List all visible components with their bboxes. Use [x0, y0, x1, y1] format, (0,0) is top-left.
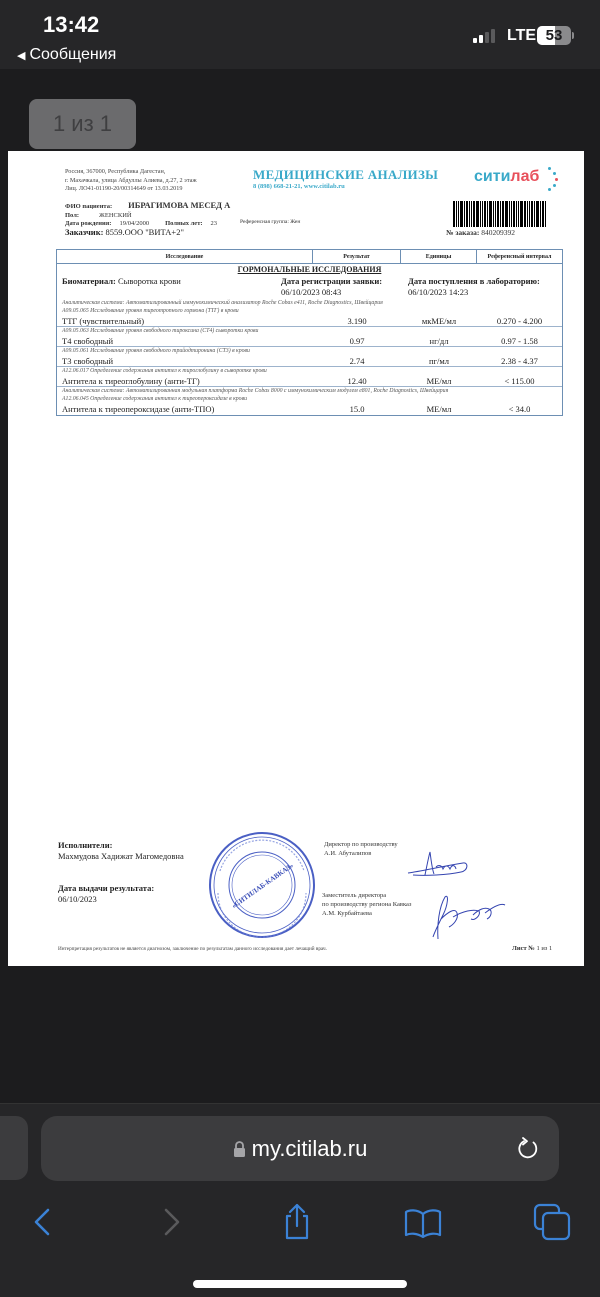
analytic-system-note: Аналитическая система: Автоматизированная модульная платформа Roche Cobas 8000 с иммунохимическим модулем e801, Roche Diagnostics, Швейцария	[62, 388, 449, 394]
barcode-bar	[458, 201, 459, 227]
test-units: мкМЕ/мл	[421, 315, 457, 326]
director-signature-icon	[403, 849, 473, 885]
test-name: Т4 свободный	[62, 335, 114, 346]
biomaterial-value: Сыворотка крови	[118, 276, 181, 286]
biomaterial-label: Биоматериал:	[62, 276, 116, 286]
test-result: 12.40	[347, 375, 367, 386]
back-triangle-icon: ◀	[17, 49, 26, 62]
test-result: 15.0	[349, 404, 365, 414]
patient-name: ИБРАГИМОВА МЕСЕД А	[128, 200, 231, 210]
barcode-bar	[542, 201, 544, 227]
deputy-block	[322, 891, 411, 918]
barcode-bar	[489, 201, 492, 227]
barcode-bar	[524, 201, 526, 227]
test-reference: 0.97 - 1.58	[501, 335, 538, 346]
address-line: Россия, 367000, Республика Дагестан,	[65, 168, 166, 175]
test-result: 0.97	[349, 335, 365, 346]
logo-part-2: лаб	[510, 168, 540, 185]
barcode-bar	[471, 201, 472, 227]
reload-icon[interactable]	[515, 1136, 541, 1162]
table-row	[57, 403, 562, 415]
barcode-bar	[536, 201, 539, 227]
barcode-bar	[520, 201, 523, 227]
header-result: Результат	[313, 250, 401, 263]
test-result: 3.190	[347, 315, 367, 326]
patient-info	[65, 201, 230, 229]
lab-date-label: Дата поступления в лабораторию:	[408, 276, 540, 286]
lab-address	[65, 168, 197, 194]
barcode-bar	[540, 201, 541, 227]
sheet-label: Лист №	[512, 945, 535, 952]
section-title: ГОРМОНАЛЬНЫЕ ИССЛЕДОВАНИЯ	[237, 265, 382, 274]
barcode-bar	[545, 201, 546, 227]
executor-name: Махмудова Хадижат Магомедовна	[58, 851, 184, 861]
executors	[58, 840, 184, 862]
back-app-label: Сообщения	[29, 46, 117, 63]
barcode-bar	[493, 201, 494, 227]
test-units: МЕ/мл	[426, 375, 452, 386]
sheet-value: 1 из 1	[536, 945, 553, 952]
barcode-bar	[480, 201, 481, 227]
barcode-bar	[466, 201, 468, 227]
barcode-bar	[500, 201, 501, 227]
previous-tab-preview[interactable]	[0, 1116, 28, 1180]
registration-date-label: Дата регистрации заявки:	[281, 276, 383, 286]
barcode-bar	[473, 201, 475, 227]
deputy-signature-icon	[423, 891, 508, 943]
barcode-bar	[484, 201, 486, 227]
tabs-icon[interactable]	[532, 1202, 572, 1242]
test-reference: 0.270 - 4.200	[496, 315, 543, 326]
test-code: A09.05.063 Исследование уровня свободного тироксина (СТ4) сыворотки крови	[62, 328, 259, 334]
citilab-logo	[474, 168, 539, 186]
customer	[65, 227, 184, 237]
company-stamp-icon	[208, 831, 316, 939]
test-name: Антитела к тиреопероксидазе (анти-ТПО)	[62, 404, 215, 414]
barcode-bar	[531, 201, 533, 227]
barcode-bar	[482, 201, 483, 227]
address-bar[interactable]	[41, 1116, 559, 1181]
director-name: А.И. Абуталипов	[324, 850, 372, 857]
header-test: Исследование	[57, 250, 313, 263]
executors-label: Исполнители:	[58, 840, 113, 850]
test-reference: 2.38 - 4.37	[501, 355, 538, 366]
test-code: A09.05.061 Исследование уровня свободного трийодтиронина (СТ3) в крови	[62, 348, 250, 354]
test-name: Т3 свободный	[62, 355, 114, 366]
test-result: 2.74	[349, 355, 365, 366]
barcode-bar	[509, 201, 510, 227]
battery-icon	[537, 26, 571, 45]
test-code: A12.06.017 Определение содержания антител к тироглобулину в сыворотке крови	[62, 368, 267, 374]
barcode-bar	[497, 201, 499, 227]
test-code: A12.06.045 Определение содержания антител к тиреопероксидазе в крови	[62, 396, 247, 402]
battery-level: 53	[545, 27, 563, 44]
header-reference: Референсный интервал	[487, 253, 552, 260]
order-label: № заказа:	[446, 228, 480, 237]
back-icon[interactable]	[22, 1202, 62, 1242]
test-units: нг/дл	[429, 335, 449, 346]
logo-dots-icon	[546, 167, 558, 189]
brand-title: МЕДИЦИНСКИЕ АНАЛИЗЫ	[253, 167, 439, 182]
test-name: Антитела к тиреоглобулину (анти-ТГ)	[62, 375, 200, 386]
barcode-bar	[460, 201, 463, 227]
stamp-text: «СИТИЛАБ-КАВКАЗ»	[230, 861, 295, 911]
lab-date: 06/10/2023 14:23	[408, 287, 469, 297]
barcode-bar	[527, 201, 528, 227]
biomaterial-row	[57, 275, 562, 299]
sheet-number	[512, 945, 552, 952]
director-block	[324, 840, 398, 858]
header-units: Единицы	[401, 250, 477, 263]
barcode-bar	[518, 201, 519, 227]
table-header	[57, 250, 562, 264]
deputy-title-1: Заместитель директора	[322, 892, 387, 899]
barcode-bar	[513, 201, 515, 227]
status-bar	[0, 0, 600, 69]
barcode-bar	[495, 201, 496, 227]
test-units: МЕ/мл	[426, 404, 452, 414]
age-label: Полных лет:	[165, 220, 203, 227]
deputy-title-2: по производству региона Кавказ	[322, 901, 412, 908]
test-reference: < 115.00	[504, 375, 535, 386]
lock-icon	[233, 1140, 246, 1158]
lab-report-page	[8, 151, 584, 966]
barcode	[453, 201, 559, 227]
order-number	[446, 228, 515, 237]
interpretation-disclaimer: Интерпретация результатов не является диагнозом, заключение по результатам данного исследования дает лечащий врач.	[58, 946, 327, 952]
logo-part-1: сити	[474, 168, 511, 185]
barcode-bar	[476, 201, 479, 227]
results-table	[56, 249, 563, 416]
patient-age: 23	[210, 220, 218, 227]
table-row	[57, 315, 562, 327]
director-title: Директор по производству	[324, 841, 398, 848]
patient-sex: ЖЕНСКИЙ	[99, 211, 132, 219]
test-code: A09.05.065 Исследование уровня тиреотропного гормона (ТТГ) в крови	[62, 308, 239, 314]
bookmarks-icon[interactable]	[403, 1202, 443, 1242]
back-to-messages-link[interactable]	[17, 46, 116, 64]
brand-contact: 8 (898) 668-21-21, www.citilab.ru	[253, 183, 345, 190]
table-row	[57, 375, 562, 387]
test-reference: < 34.0	[508, 404, 531, 414]
test-units: пг/мл	[428, 355, 450, 366]
barcode-bar	[469, 201, 470, 227]
barcode-bar	[534, 201, 535, 227]
network-type: LTE	[507, 27, 537, 44]
browser-toolbar	[0, 1103, 600, 1297]
clock: 13:42	[43, 12, 100, 37]
registration-date: 06/10/2023 08:43	[281, 287, 342, 297]
home-indicator[interactable]	[193, 1280, 407, 1288]
barcode-bar	[453, 201, 455, 227]
customer-label: Заказчик:	[65, 227, 104, 237]
customer-value: 8559.ООО "ВИТА+2"	[105, 227, 184, 237]
issue-date	[58, 883, 154, 905]
barcode-bar	[511, 201, 512, 227]
table-row	[57, 355, 562, 367]
test-name: ТТГ (чувствительный)	[62, 315, 145, 326]
reference-group: Референсная группа: Жен	[240, 219, 301, 225]
table-row	[57, 335, 562, 347]
page-counter: 1 из 1	[29, 99, 136, 149]
barcode-bar	[529, 201, 530, 227]
dob-label: Дата рождения:	[65, 220, 112, 227]
barcode-bar	[464, 201, 465, 227]
address-line: г. Махачкала, улица Абдуллы Алиева, д.27, 2 этаж	[65, 176, 197, 184]
barcode-bar	[487, 201, 488, 227]
patient-dob: 19/04/2000	[119, 220, 150, 227]
address-line: Лиц. ЛО41-01190-20/00314649 от 13.03.2019	[65, 185, 183, 192]
url-text: my.citilab.ru	[251, 1135, 368, 1161]
battery-tip	[572, 32, 574, 39]
forward-icon[interactable]	[152, 1202, 192, 1242]
sex-label: Пол:	[65, 211, 80, 219]
issue-date-label: Дата выдачи результата:	[58, 883, 155, 893]
patient-name-label: ФИО пациента:	[65, 203, 113, 210]
share-icon[interactable]	[277, 1202, 317, 1242]
deputy-name: А.М. Курбайтаева	[322, 910, 372, 917]
issue-date-value: 06/10/2023	[58, 894, 97, 904]
barcode-bar	[516, 201, 517, 227]
barcode-bar	[505, 201, 508, 227]
barcode-bar	[502, 201, 504, 227]
order-value: 840209392	[481, 228, 516, 237]
signal-icon	[473, 29, 495, 43]
analytic-system-note: Аналитическая система: Автоматизированный иммунохимический анализатор Roche Cobas e411, Roche Diagnostics, Швейцария	[62, 300, 383, 306]
barcode-bar	[456, 201, 457, 227]
